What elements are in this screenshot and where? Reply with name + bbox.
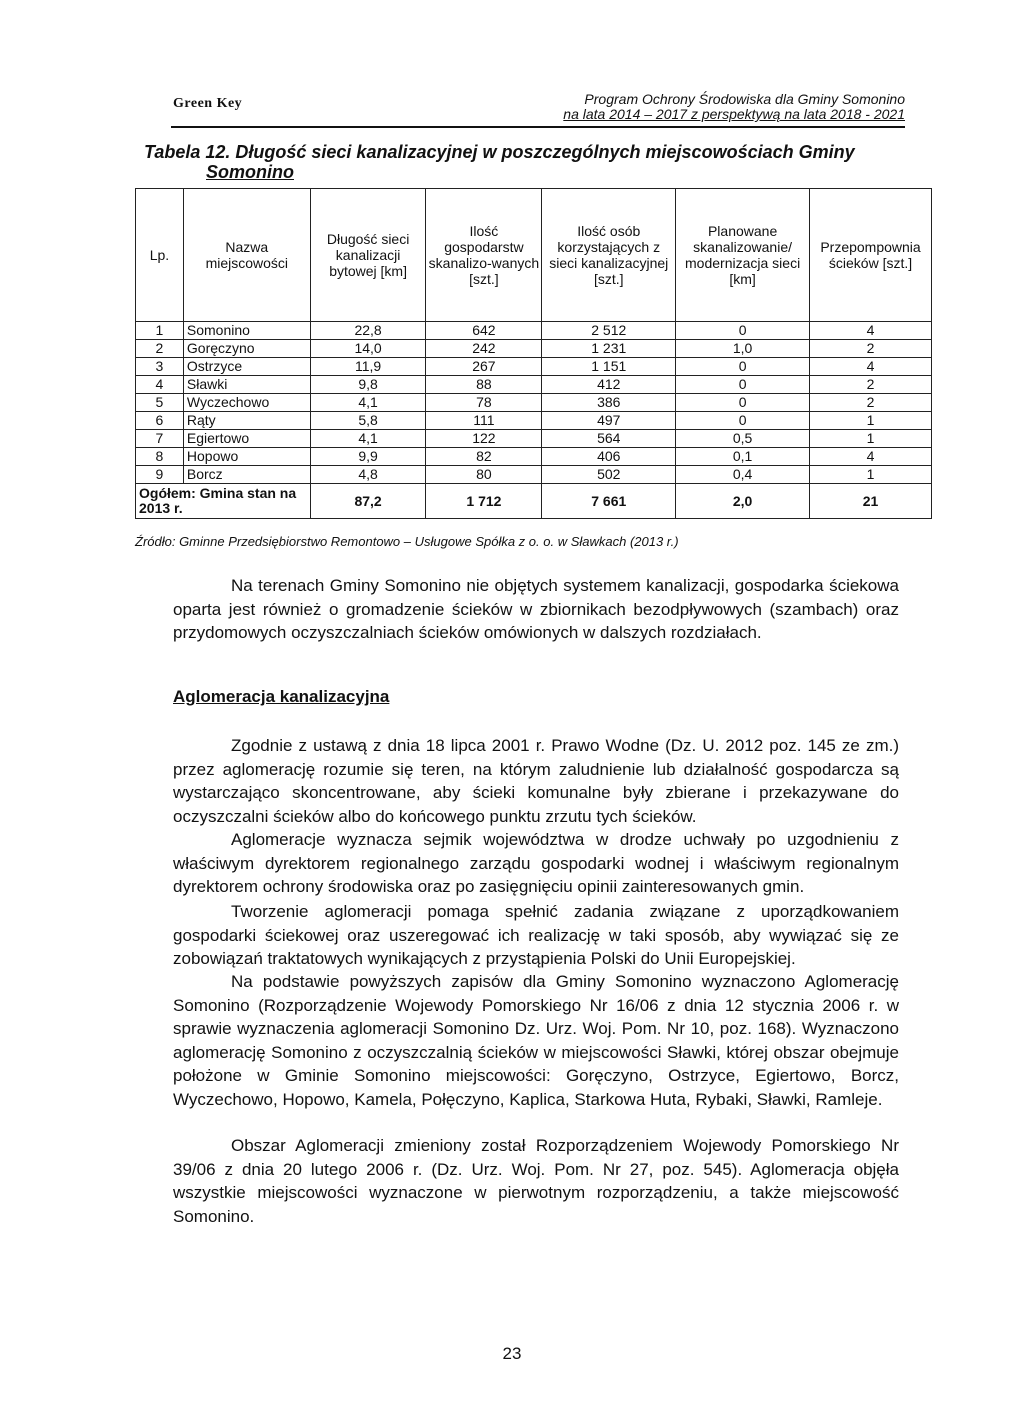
cell-value: 242 — [426, 340, 542, 358]
cell-value: 111 — [426, 412, 542, 430]
cell-value: 9,8 — [310, 376, 426, 394]
paragraph — [173, 900, 899, 971]
cell-value: 0,1 — [676, 448, 810, 466]
cell-lp: 8 — [136, 448, 184, 466]
paragraph — [173, 574, 899, 645]
total-value: 21 — [810, 484, 932, 519]
cell-value: 4,1 — [310, 430, 426, 448]
cell-lp: 2 — [136, 340, 184, 358]
page-number: 23 — [502, 1344, 522, 1363]
cell-value: 1 231 — [542, 340, 676, 358]
cell-value: 11,9 — [310, 358, 426, 376]
cell-value: 1 — [810, 466, 932, 484]
cell-value: 14,0 — [310, 340, 426, 358]
col-header: Planowane skanalizowanie/ modernizacja sieci [km] — [676, 189, 810, 322]
cell-value: 412 — [542, 376, 676, 394]
cell-value: 267 — [426, 358, 542, 376]
cell-lp: 1 — [136, 322, 184, 340]
cell-value: 1 — [810, 430, 932, 448]
cell-value: 0 — [676, 394, 810, 412]
cell-name: Goręczyno — [183, 340, 310, 358]
header-line-1: Program Ochrony Środowiska dla Gminy Somonino — [584, 91, 905, 107]
cell-value: 2 — [810, 340, 932, 358]
cell-value: 88 — [426, 376, 542, 394]
cell-name: Egiertowo — [183, 430, 310, 448]
cell-value: 0 — [676, 358, 810, 376]
col-header: Ilość gospodarstw skanalizo-wanych [szt.] — [426, 189, 542, 322]
col-header: Długość sieci kanalizacji bytowej [km] — [310, 189, 426, 322]
cell-name: Hopowo — [183, 448, 310, 466]
cell-name: Sławki — [183, 376, 310, 394]
table-caption-title: Długość sieci kanalizacyjnej w poszczególnych miejscowościach Gminy — [230, 142, 855, 162]
cell-name: Borcz — [183, 466, 310, 484]
table-row — [136, 322, 932, 340]
cell-lp: 9 — [136, 466, 184, 484]
col-header: Lp. — [136, 189, 184, 322]
cell-value: 1 — [810, 412, 932, 430]
header-line-2: na lata 2014 – 2017 z perspektywą na lata 2018 - 2021 — [563, 106, 905, 122]
cell-value: 0,5 — [676, 430, 810, 448]
cell-value: 642 — [426, 322, 542, 340]
cell-name: Wyczechowo — [183, 394, 310, 412]
cell-value: 0 — [676, 376, 810, 394]
table-row — [136, 448, 932, 466]
table-source-note: Źródło: Gminne Przedsiębiorstwo Remontowo – Usługowe Spółka z o. o. w Sławkach (2013 r.) — [135, 534, 679, 549]
page-header — [171, 92, 905, 128]
cell-lp: 5 — [136, 394, 184, 412]
cell-value: 4,8 — [310, 466, 426, 484]
cell-value: 4 — [810, 358, 932, 376]
col-header: Ilość osób korzystających z sieci kanalizacyjnej [szt.] — [542, 189, 676, 322]
table-row — [136, 358, 932, 376]
col-header: Przepompownia ścieków [szt.] — [810, 189, 932, 322]
paragraph-text: Tworzenie aglomeracji pomaga spełnić zadania związane z uporządkowaniem gospodarki ściekowej oraz uszeregować ich realizację w taki sposób, aby wywiązać się ze zobowiązań traktatowych wynikających z przystąpienia Polski do Unii Europejskiej. — [173, 902, 899, 968]
paragraph — [173, 970, 899, 1111]
cell-name: Rąty — [183, 412, 310, 430]
table-row — [136, 466, 932, 484]
cell-value: 5,8 — [310, 412, 426, 430]
cell-value: 1 151 — [542, 358, 676, 376]
table-caption-title-line2: Somonino — [206, 162, 294, 182]
cell-value: 78 — [426, 394, 542, 412]
cell-value: 502 — [542, 466, 676, 484]
cell-value: 0 — [676, 412, 810, 430]
header-program-title — [563, 92, 905, 122]
cell-lp: 6 — [136, 412, 184, 430]
cell-value: 386 — [542, 394, 676, 412]
table-row — [136, 394, 932, 412]
table-caption-prefix: Tabela 12. — [144, 142, 231, 162]
paragraph-text: Zgodnie z ustawą z dnia 18 lipca 2001 r. Prawo Wodne (Dz. U. 2012 poz. 145 ze zm.) przez aglomerację rozumie się teren, na którym zaludnienie lub działalność gospodarcza są wystarczająco skoncentrowane, aby ścieki komunalne były zbierane i przekazywane do oczyszczalni ścieków albo do końcowego punktu zrzutu tych ścieków. — [173, 736, 899, 826]
cell-value: 22,8 — [310, 322, 426, 340]
sewer-network-table — [135, 188, 932, 519]
total-value: 7 661 — [542, 484, 676, 519]
paragraph-text: Na terenach Gminy Somonino nie objętych systemem kanalizacji, gospodarka ściekowa oparta jest również o gromadzenie ścieków w zbiornikach bezodpływowych (szambach) oraz przydomowych oczyszczalniach ścieków omówionych w dalszych rozdziałach. — [173, 576, 899, 642]
paragraph-text: Aglomeracje wyznacza sejmik województwa w drodze uchwały po uzgodnieniu z właściwym dyrektorem regionalnego zarządu gospodarki wodnej i właściwym regionalnym dyrektorem ochrony środowiska oraz po zasięgnięciu opinii zainteresowanych gmin. — [173, 830, 899, 896]
table-caption — [144, 142, 904, 182]
cell-value: 2 — [810, 376, 932, 394]
cell-value: 2 512 — [542, 322, 676, 340]
cell-value: 122 — [426, 430, 542, 448]
cell-lp: 3 — [136, 358, 184, 376]
total-value: 1 712 — [426, 484, 542, 519]
table-row — [136, 376, 932, 394]
cell-value: 0,4 — [676, 466, 810, 484]
cell-name: Somonino — [183, 322, 310, 340]
cell-name: Ostrzyce — [183, 358, 310, 376]
section-heading: Aglomeracja kanalizacyjna — [173, 687, 390, 706]
paragraph-text: Obszar Aglomeracji zmieniony został Rozporządzeniem Wojewody Pomorskiego Nr 39/06 z dnia 20 lutego 2006 r. (Dz. Urz. Woj. Pom. Nr 27, poz. 545). Aglomeracja objęła wszystkie miejscowości wyznaczone w pierwotnym rozporządzeniu, a także miejscowość Somonino. — [173, 1136, 899, 1226]
paragraph-text: Na podstawie powyższych zapisów dla Gminy Somonino wyznaczono Aglomerację Somonino (Rozporządzenie Wojewody Pomorskiego Nr 16/06 z dnia 12 stycznia 2006 r. w sprawie wyznaczenia aglomeracji Somonino Dz. Urz. Woj. Pom. Nr 10, poz. 168). Wyznaczono aglomerację Somonino z oczyszczalnią ścieków w miejscowości Sławki, której obszar obejmuje położone w Gminie Somonino miejscowości: Goręczyno, Ostrzyce, Egiertowo, Borcz, Wyczechowo, Hopowo, Kamela, Połęczyno, Kaplica, Starkowa Huta, Rybaki, Sławki, Ramleje. — [173, 972, 899, 1109]
total-value: 87,2 — [310, 484, 426, 519]
paragraph — [173, 828, 899, 899]
cell-value: 4,1 — [310, 394, 426, 412]
table-row — [136, 340, 932, 358]
cell-value: 406 — [542, 448, 676, 466]
cell-value: 82 — [426, 448, 542, 466]
cell-lp: 7 — [136, 430, 184, 448]
col-header: Nazwa miejscowości — [183, 189, 310, 322]
cell-value: 4 — [810, 448, 932, 466]
table-total-row — [136, 484, 932, 519]
table-header-row — [136, 189, 932, 322]
cell-value: 564 — [542, 430, 676, 448]
cell-value: 2 — [810, 394, 932, 412]
header-company: Green Key — [173, 96, 243, 111]
cell-value: 80 — [426, 466, 542, 484]
cell-value: 9,9 — [310, 448, 426, 466]
table-row — [136, 412, 932, 430]
cell-value: 0 — [676, 322, 810, 340]
cell-value: 497 — [542, 412, 676, 430]
table-row — [136, 430, 932, 448]
paragraph — [173, 1134, 899, 1228]
cell-value: 1,0 — [676, 340, 810, 358]
cell-lp: 4 — [136, 376, 184, 394]
cell-value: 4 — [810, 322, 932, 340]
paragraph — [173, 734, 899, 828]
total-value: 2,0 — [676, 484, 810, 519]
total-label: Ogółem: Gmina stan na 2013 r. — [136, 484, 311, 519]
